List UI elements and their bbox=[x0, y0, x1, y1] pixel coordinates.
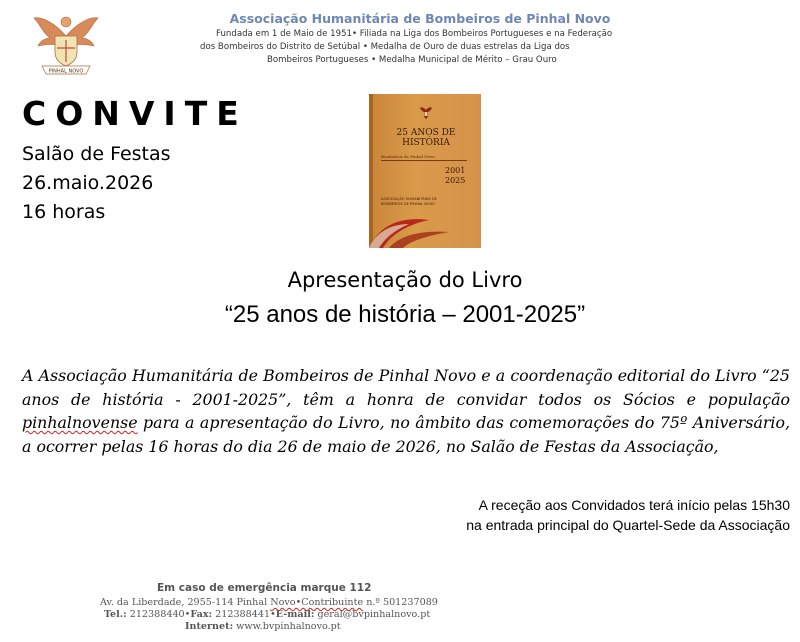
fax-label: Fax: bbox=[190, 609, 213, 620]
address-text: Av. da Liberdade, 2955-114 Pinhal bbox=[100, 597, 271, 608]
emergency-notice: Em caso de emergência marque 112 bbox=[157, 582, 372, 594]
event-venue: Salão de Festas bbox=[22, 143, 171, 165]
presentation-title: Apresentação do Livro bbox=[287, 268, 523, 292]
book-year-end: 2025 bbox=[445, 176, 466, 185]
internet-value: www.bvpinhalnovo.pt bbox=[233, 621, 341, 632]
org-name: Associação Humanitária de Bombeiros de Pinhal Novo bbox=[229, 11, 611, 26]
event-time: 16 horas bbox=[22, 201, 106, 223]
book-year-start: 2001 bbox=[445, 166, 466, 175]
email-value: geral@bvpinhalnovo.pt bbox=[314, 609, 431, 620]
org-info-line: Fundada em 1 de Maio de 1951• Filiada na Liga dos Bombeiros Portugueses e na Federação bbox=[216, 29, 613, 39]
association-logo-icon bbox=[28, 6, 104, 78]
book-title-line: 25 ANOS DE bbox=[396, 128, 456, 138]
paragraph-text: A Associação Humanitária de Bombeiros de Pinhal Novo e a coordenação editorial do Livro “25 anos de história - 2001-2025”, têm a honra de convidar todos os Sócios e população bbox=[22, 366, 790, 409]
tel-label: Tel.: bbox=[104, 609, 127, 620]
book-divider bbox=[381, 160, 467, 161]
book-emblem-icon bbox=[420, 106, 432, 119]
book-publisher-line: ASSOCIAÇÃO HUMANITÁRIA DE bbox=[381, 197, 437, 201]
invitation-paragraph bbox=[22, 364, 790, 458]
org-info-line: Bombeiros Portugueses • Medalha Municipal de Mérito – Grau Ouro bbox=[267, 55, 557, 65]
book-years bbox=[445, 166, 465, 186]
org-info-line: dos Bombeiros do Distrito de Setúbal • Medalha de Ouro de duas estrelas da Liga dos bbox=[200, 42, 570, 52]
event-date: 26.maio.2026 bbox=[22, 172, 154, 194]
book-subtitle: Bombeiros de Pinhal Novo bbox=[381, 154, 435, 159]
footer-address bbox=[100, 597, 438, 608]
reception-note-line: na entrada principal do Quartel-Sede da Associação bbox=[466, 517, 790, 533]
book-cover-image bbox=[369, 94, 481, 248]
fax-value: 212388441• bbox=[212, 609, 276, 620]
book-publisher-line: BOMBEIROS DE PINHAL NOVO bbox=[381, 202, 435, 206]
footer-website bbox=[185, 621, 341, 632]
footer-contacts bbox=[104, 609, 430, 620]
book-title bbox=[381, 128, 471, 148]
book-swirl-decoration bbox=[369, 206, 481, 248]
paragraph-misspelled-word: pinhalnovense bbox=[22, 413, 138, 432]
book-title-line: HISTÓRIA bbox=[402, 138, 450, 148]
address-text-flagged: Novo•Contribuinte bbox=[270, 597, 364, 608]
book-name-title: “25 anos de história – 2001-2025” bbox=[224, 301, 586, 328]
taxpayer-number: n.º 501237089 bbox=[363, 597, 438, 608]
paragraph-text: para a apresentação do Livro, no âmbito das comemorações do 75º Aniversário, a ocorrer pelas 16 horas do dia 26 de maio de 2026, no Salão de Festas da Associação, bbox=[22, 413, 790, 456]
reception-note-line: A receção aos Convidados terá início pelas 15h30 bbox=[478, 497, 790, 513]
logo-banner-text: PINHAL NOVO bbox=[48, 68, 84, 75]
internet-label: Internet: bbox=[185, 621, 234, 632]
invite-title: CONVITE bbox=[22, 94, 248, 133]
email-label: E-mail: bbox=[275, 609, 315, 620]
tel-value: 212388440• bbox=[126, 609, 191, 620]
